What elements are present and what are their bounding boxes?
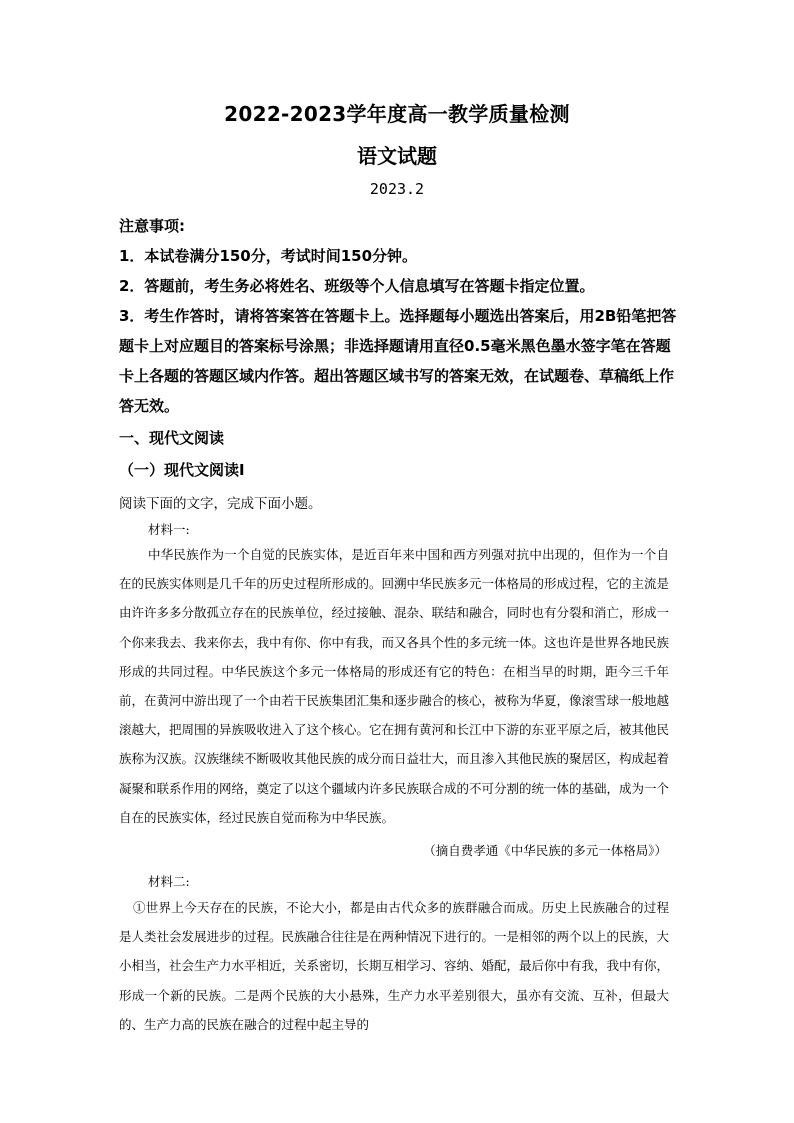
notice-item: 2．答题前，考生务必将姓名、班级等个人信息填写在答题卡指定位置。	[119, 277, 595, 295]
material-label: 材料二:	[148, 874, 190, 889]
notice-item: 1．本试卷满分150分，考试时间150分钟。	[119, 247, 418, 265]
section-heading: 一、现代文阅读	[119, 429, 225, 447]
exam-date: 2023.2	[369, 180, 425, 198]
notice-heading: 注意事项:	[119, 217, 185, 235]
reading-instruction: 阅读下面的文字，完成下面小题。	[119, 496, 322, 512]
material-two-text: ①世界上今天存在的民族，不论大小，都是由古代众多的族群融合而成。历史上民族融合的过程是人类社会发展进步的过程。民族融合往往是在两种情况下进行的。一是相邻的两个以上的民族，大小相当，社会生产力水平相近，关系密切，长期互相学习、容纳、婚配，最后你中有我，我中有你，形成一个新的民族。二是两个民族的大小悬殊，生产力水平差别很大，虽亦有交流、互补，但最大的、生产力高的民族在融合的过程中起主导的	[119, 900, 670, 1032]
notice-item: 3．考生作答时，请将答案答在答题卡上。选择题每小题选出答案后，用2B铅笔把答题卡上对应题目的答案标号涂黑；非选择题请用直径0.5毫米黑色墨水签字笔在答题卡上各题的答题区域内作答。超出答题区域书写的答案无效，在试题卷、草稿纸上作答无效。	[119, 307, 677, 415]
material-label: 材料一:	[148, 522, 190, 537]
exam-title: 2022-2023学年度高一教学质量检测	[224, 102, 570, 126]
material-source: （摘自费孝通《中华民族的多元一体格局》）	[423, 843, 667, 858]
material-one-text: 中华民族作为一个自觉的民族实体，是近百年来中国和西方列强对抗中出现的，但作为一个自在的民族实体则是几千年的历史过程所形成的。回溯中华民族多元一体格局的形成过程，它的主流是由许许多多分散孤立存在的民族单位，经过接触、混杂、联结和融合，同时也有分裂和消亡，形成一个你来我去、我来你去，我中有你、你中有我，而又各具个性的多元统一体。这也许是世界各地民族形成的共同过程。中华民族这个多元一体格局的形成还有它的特色：在相当早的时期，距今三千年前，在黄河中游出现了一个由若干民族集团汇集和逐步融合的核心，被称为华夏，像滚雪球一般地越滚越大，把周围的异族吸收进入了这个核心。它在拥有黄河和长江中下游的东亚平原之后，被其他民族称为汉族。汉族继续不断吸收其他民族的成分而日益壮大，而且渗入其他民族的聚居区，构成起着凝聚和联系作用的网络，奠定了以这个疆域内许多民族联合成的不可分割的统一体的基础，成为一个自在的民族实体，经过民族自觉而称为中华民族。	[119, 547, 670, 825]
notice-block	[119, 211, 679, 421]
subsection-heading: （一）现代文阅读Ⅰ	[119, 461, 245, 479]
exam-subject: 语文试题	[357, 144, 437, 168]
